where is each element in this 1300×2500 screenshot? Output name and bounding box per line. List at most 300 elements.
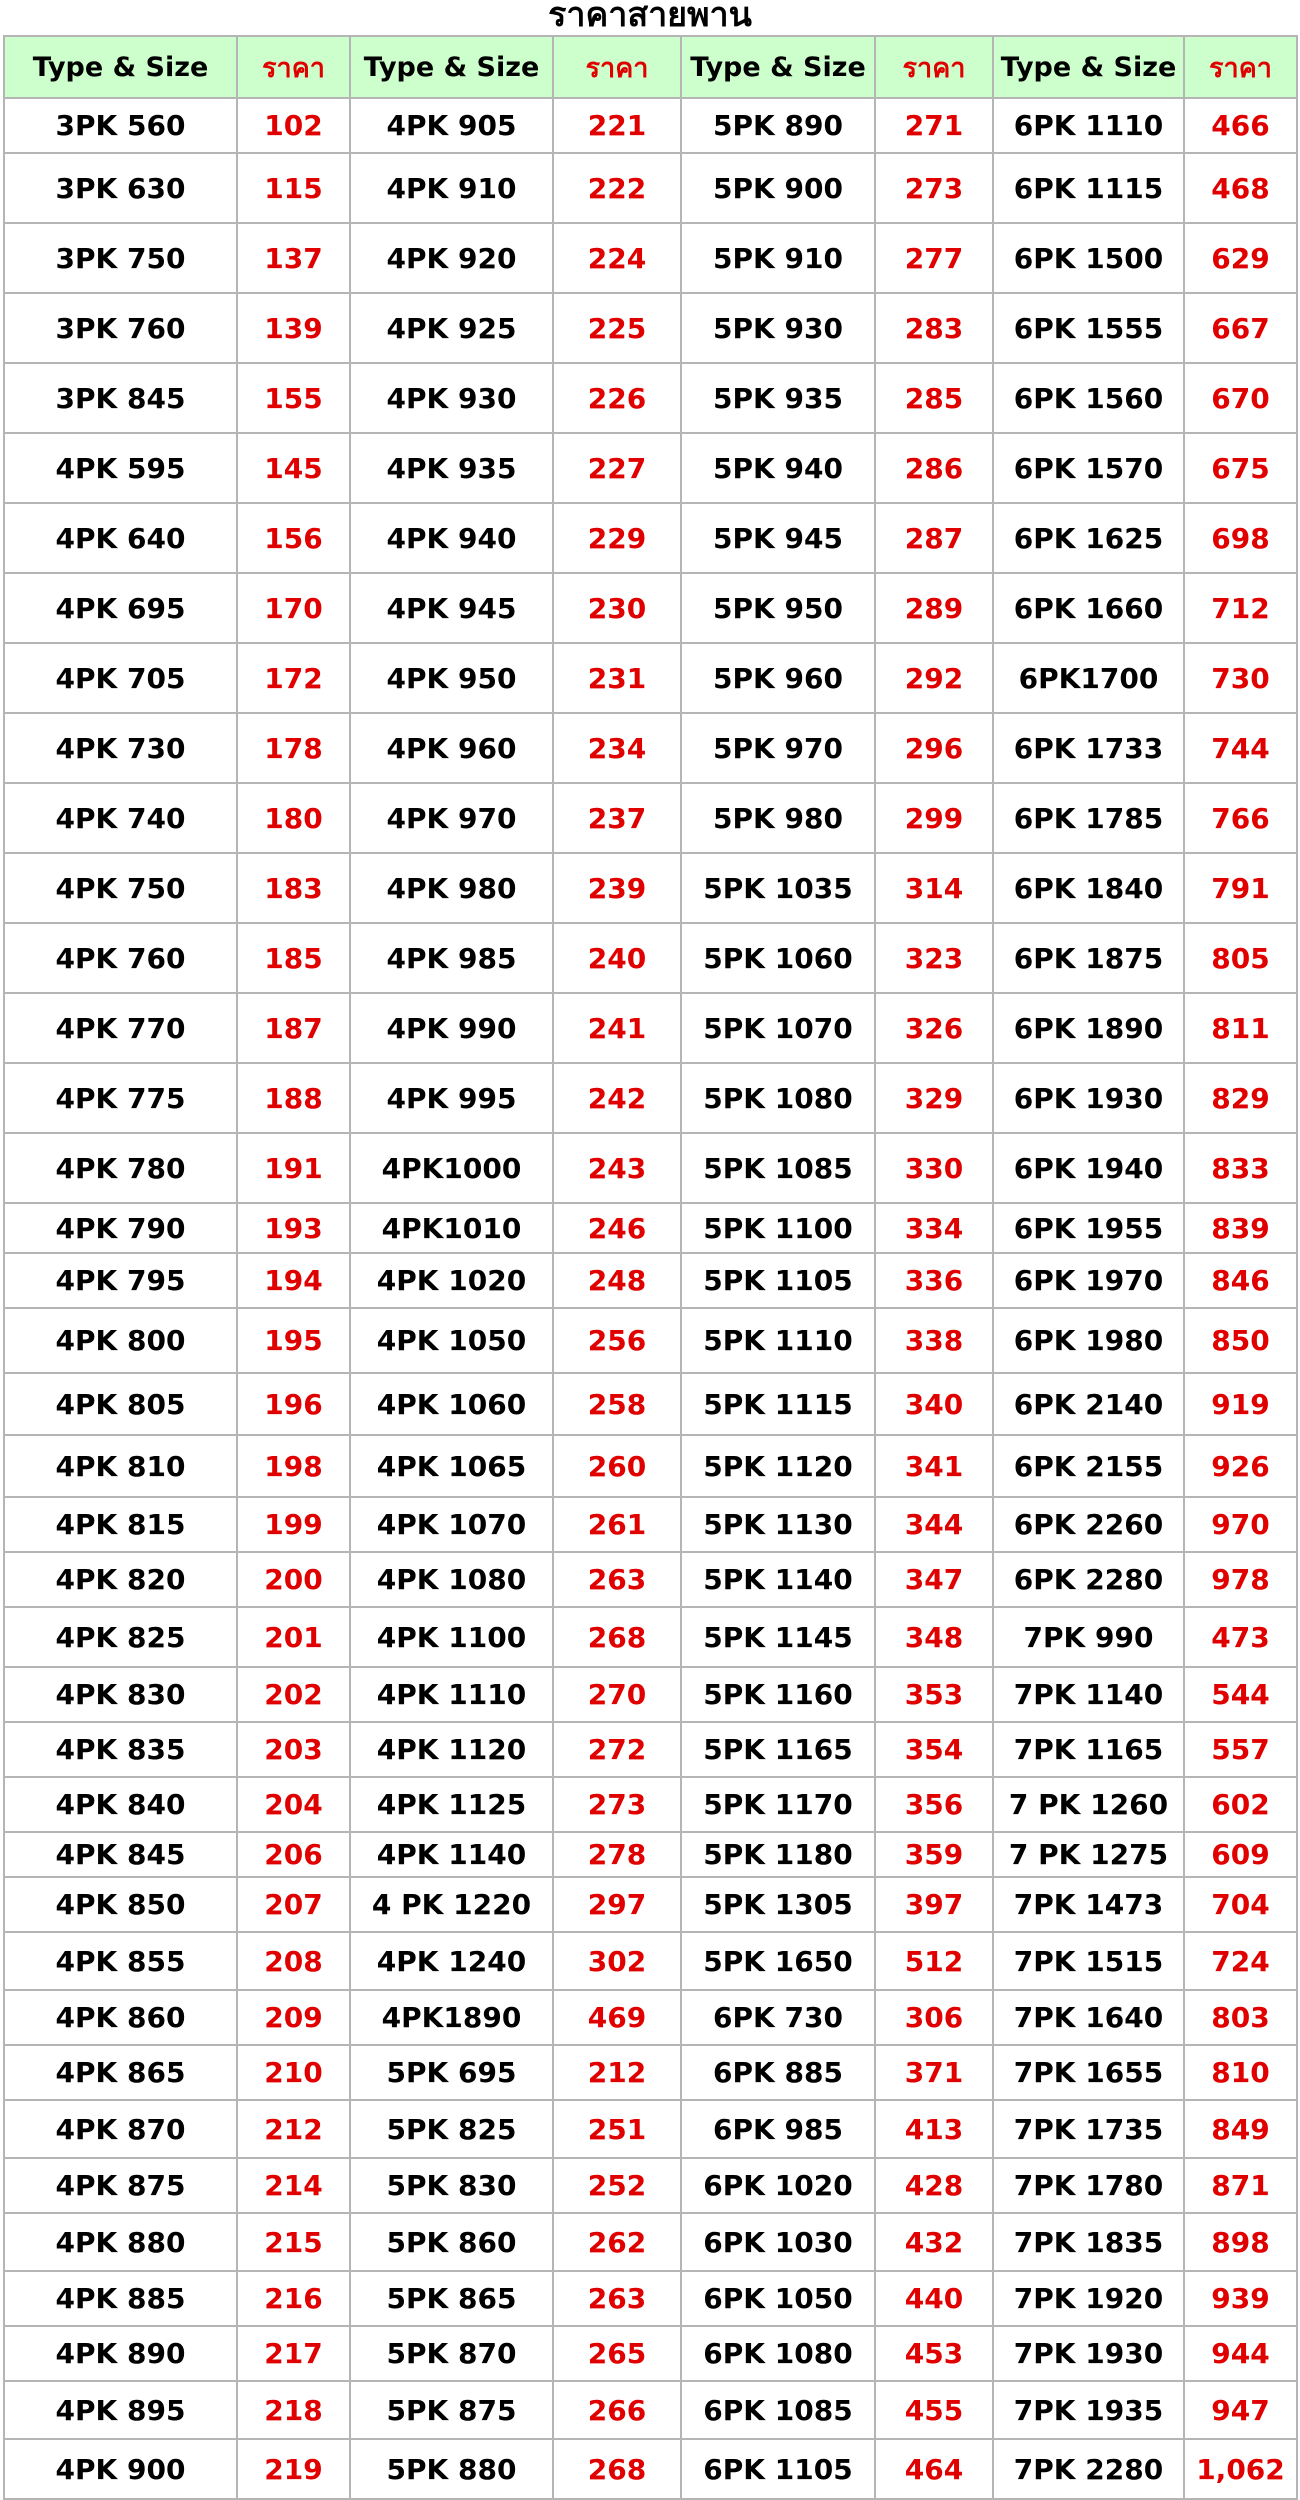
- table-row: [4, 2045, 1297, 2100]
- type-size-cell: 4PK 820: [4, 1552, 237, 1607]
- type-size-cell: 4PK 760: [4, 923, 237, 993]
- table-row: [4, 1308, 1297, 1373]
- price-cell: 195: [237, 1308, 350, 1373]
- price-cell: 698: [1184, 503, 1297, 573]
- type-size-cell: 5PK 1650: [681, 1932, 875, 1990]
- price-cell: 712: [1184, 573, 1297, 643]
- price-cell: 371: [875, 2045, 993, 2100]
- type-size-cell: 4PK 910: [350, 153, 553, 223]
- price-cell: 256: [553, 1308, 681, 1373]
- type-size-cell: 4PK 860: [4, 1990, 237, 2045]
- header-type-size: Type & Size: [4, 36, 237, 98]
- price-cell: 724: [1184, 1932, 1297, 1990]
- type-size-cell: 5PK 980: [681, 783, 875, 853]
- price-cell: 810: [1184, 2045, 1297, 2100]
- type-size-cell: 6PK 1560: [993, 363, 1184, 433]
- type-size-cell: 7PK 1473: [993, 1877, 1184, 1932]
- price-cell: 469: [553, 1990, 681, 2045]
- price-cell: 453: [875, 2326, 993, 2381]
- price-cell: 237: [553, 783, 681, 853]
- price-cell: 263: [553, 2271, 681, 2326]
- type-size-cell: 4PK 990: [350, 993, 553, 1063]
- price-cell: 272: [553, 1722, 681, 1777]
- type-size-cell: 4PK 970: [350, 783, 553, 853]
- table-row: [4, 1932, 1297, 1990]
- type-size-cell: 6PK 1955: [993, 1203, 1184, 1253]
- price-cell: 766: [1184, 783, 1297, 853]
- price-cell: 229: [553, 503, 681, 573]
- type-size-cell: 4 PK 1220: [350, 1877, 553, 1932]
- price-cell: 231: [553, 643, 681, 713]
- price-cell: 544: [1184, 1667, 1297, 1722]
- type-size-cell: 6PK 1555: [993, 293, 1184, 363]
- price-cell: 202: [237, 1667, 350, 1722]
- price-cell: 246: [553, 1203, 681, 1253]
- price-cell: 557: [1184, 1722, 1297, 1777]
- type-size-cell: 6PK 1875: [993, 923, 1184, 993]
- price-cell: 970: [1184, 1497, 1297, 1552]
- price-cell: 208: [237, 1932, 350, 1990]
- price-cell: 359: [875, 1832, 993, 1877]
- price-cell: 262: [553, 2213, 681, 2271]
- type-size-cell: 4PK 780: [4, 1133, 237, 1203]
- price-cell: 348: [875, 1607, 993, 1667]
- price-cell: 261: [553, 1497, 681, 1552]
- type-size-cell: 5PK 1100: [681, 1203, 875, 1253]
- price-cell: 156: [237, 503, 350, 573]
- type-size-cell: 4PK 640: [4, 503, 237, 573]
- price-cell: 473: [1184, 1607, 1297, 1667]
- table-row: [4, 153, 1297, 223]
- price-cell: 292: [875, 643, 993, 713]
- price-cell: 286: [875, 433, 993, 503]
- type-size-cell: 5PK 1180: [681, 1832, 875, 1877]
- type-size-cell: 5PK 1115: [681, 1373, 875, 1435]
- price-cell: 277: [875, 223, 993, 293]
- type-size-cell: 7PK 1780: [993, 2158, 1184, 2213]
- type-size-cell: 4PK 775: [4, 1063, 237, 1133]
- price-cell: 602: [1184, 1777, 1297, 1832]
- price-cell: 188: [237, 1063, 350, 1133]
- price-cell: 667: [1184, 293, 1297, 363]
- price-cell: 200: [237, 1552, 350, 1607]
- type-size-cell: 4PK 935: [350, 433, 553, 503]
- price-cell: 296: [875, 713, 993, 783]
- type-size-cell: 5PK 1105: [681, 1253, 875, 1308]
- type-size-cell: 6PK 1050: [681, 2271, 875, 2326]
- price-cell: 413: [875, 2100, 993, 2158]
- price-cell: 1,062: [1184, 2439, 1297, 2499]
- type-size-cell: 4PK 730: [4, 713, 237, 783]
- table-row: [4, 1497, 1297, 1552]
- type-size-cell: 6PK 1940: [993, 1133, 1184, 1203]
- type-size-cell: 7PK 1640: [993, 1990, 1184, 2045]
- type-size-cell: 7PK 1930: [993, 2326, 1184, 2381]
- type-size-cell: 3PK 750: [4, 223, 237, 293]
- type-size-cell: 5PK 1035: [681, 853, 875, 923]
- type-size-cell: 4PK 895: [4, 2381, 237, 2439]
- table-row: [4, 1133, 1297, 1203]
- type-size-cell: 6PK 1110: [993, 98, 1184, 153]
- type-size-cell: 5PK 900: [681, 153, 875, 223]
- price-cell: 811: [1184, 993, 1297, 1063]
- type-size-cell: 4PK 740: [4, 783, 237, 853]
- type-size-cell: 6PK 730: [681, 1990, 875, 2045]
- table-row: [4, 713, 1297, 783]
- price-cell: 206: [237, 1832, 350, 1877]
- table-row: [4, 993, 1297, 1063]
- table-body: [4, 98, 1297, 2499]
- price-cell: 201: [237, 1607, 350, 1667]
- price-cell: 270: [553, 1667, 681, 1722]
- header-price: ราคา: [1184, 36, 1297, 98]
- price-cell: 102: [237, 98, 350, 153]
- price-cell: 214: [237, 2158, 350, 2213]
- page-title: ราคาสายพาน: [548, 0, 752, 35]
- type-size-cell: 5PK 830: [350, 2158, 553, 2213]
- table-row: [4, 923, 1297, 993]
- type-size-cell: 4PK 880: [4, 2213, 237, 2271]
- type-size-cell: 4PK 885: [4, 2271, 237, 2326]
- price-cell: 226: [553, 363, 681, 433]
- price-cell: 212: [237, 2100, 350, 2158]
- price-cell: 224: [553, 223, 681, 293]
- price-cell: 180: [237, 783, 350, 853]
- price-cell: 512: [875, 1932, 993, 1990]
- type-size-cell: 4PK 810: [4, 1435, 237, 1497]
- price-cell: 926: [1184, 1435, 1297, 1497]
- type-size-cell: 5PK 940: [681, 433, 875, 503]
- type-size-cell: 5PK 875: [350, 2381, 553, 2439]
- type-size-cell: 4PK 905: [350, 98, 553, 153]
- price-cell: 115: [237, 153, 350, 223]
- price-cell: 299: [875, 783, 993, 853]
- price-cell: 240: [553, 923, 681, 993]
- type-size-cell: 7 PK 1260: [993, 1777, 1184, 1832]
- price-cell: 704: [1184, 1877, 1297, 1932]
- price-cell: 199: [237, 1497, 350, 1552]
- price-cell: 234: [553, 713, 681, 783]
- type-size-cell: 5PK 695: [350, 2045, 553, 2100]
- type-size-cell: 5PK 1165: [681, 1722, 875, 1777]
- price-cell: 242: [553, 1063, 681, 1133]
- table-row: [4, 2271, 1297, 2326]
- type-size-cell: 5PK 1145: [681, 1607, 875, 1667]
- price-cell: 187: [237, 993, 350, 1063]
- table-row: [4, 2100, 1297, 2158]
- price-cell: 230: [553, 573, 681, 643]
- type-size-cell: 4PK 835: [4, 1722, 237, 1777]
- type-size-cell: 3PK 630: [4, 153, 237, 223]
- price-cell: 803: [1184, 1990, 1297, 2045]
- price-cell: 139: [237, 293, 350, 363]
- type-size-cell: 4PK 980: [350, 853, 553, 923]
- type-size-cell: 6PK 2155: [993, 1435, 1184, 1497]
- price-cell: 356: [875, 1777, 993, 1832]
- header-price: ราคา: [553, 36, 681, 98]
- price-cell: 241: [553, 993, 681, 1063]
- price-cell: 397: [875, 1877, 993, 1932]
- table-row: [4, 1832, 1297, 1877]
- price-cell: 898: [1184, 2213, 1297, 2271]
- type-size-cell: 6PK 1115: [993, 153, 1184, 223]
- price-cell: 185: [237, 923, 350, 993]
- type-size-cell: 4PK 960: [350, 713, 553, 783]
- type-size-cell: 4PK 840: [4, 1777, 237, 1832]
- table-row: [4, 1373, 1297, 1435]
- type-size-cell: 4PK 870: [4, 2100, 237, 2158]
- type-size-cell: 4PK 1120: [350, 1722, 553, 1777]
- type-size-cell: 5PK 1060: [681, 923, 875, 993]
- header-type-size: Type & Size: [681, 36, 875, 98]
- price-cell: 227: [553, 433, 681, 503]
- type-size-cell: 7PK 1140: [993, 1667, 1184, 1722]
- price-cell: 341: [875, 1435, 993, 1497]
- table-row: [4, 1552, 1297, 1607]
- type-size-cell: 4PK 890: [4, 2326, 237, 2381]
- price-cell: 217: [237, 2326, 350, 2381]
- table-row: [4, 783, 1297, 853]
- price-cell: 209: [237, 1990, 350, 2045]
- type-size-cell: 4PK 790: [4, 1203, 237, 1253]
- type-size-cell: 4PK 795: [4, 1253, 237, 1308]
- price-cell: 221: [553, 98, 681, 153]
- price-cell: 730: [1184, 643, 1297, 713]
- header-row: [4, 36, 1297, 98]
- type-size-cell: 6PK 1105: [681, 2439, 875, 2499]
- type-size-cell: 5PK 945: [681, 503, 875, 573]
- type-size-cell: 4PK1000: [350, 1133, 553, 1203]
- price-cell: 194: [237, 1253, 350, 1308]
- type-size-cell: 3PK 845: [4, 363, 237, 433]
- price-cell: 219: [237, 2439, 350, 2499]
- type-size-cell: 4PK 1070: [350, 1497, 553, 1552]
- type-size-cell: 5PK 1120: [681, 1435, 875, 1497]
- type-size-cell: 4PK 800: [4, 1308, 237, 1373]
- type-size-cell: 4PK 875: [4, 2158, 237, 2213]
- price-cell: 268: [553, 2439, 681, 2499]
- header-price: ราคา: [875, 36, 993, 98]
- type-size-cell: 5PK 1305: [681, 1877, 875, 1932]
- price-cell: 466: [1184, 98, 1297, 153]
- type-size-cell: 4PK 1100: [350, 1607, 553, 1667]
- price-cell: 464: [875, 2439, 993, 2499]
- table-row: [4, 1877, 1297, 1932]
- type-size-cell: 6PK 1080: [681, 2326, 875, 2381]
- table-row: [4, 1435, 1297, 1497]
- price-cell: 271: [875, 98, 993, 153]
- type-size-cell: 4PK 770: [4, 993, 237, 1063]
- type-size-cell: 4PK 930: [350, 363, 553, 433]
- price-cell: 944: [1184, 2326, 1297, 2381]
- price-cell: 432: [875, 2213, 993, 2271]
- type-size-cell: 4PK 1050: [350, 1308, 553, 1373]
- price-cell: 172: [237, 643, 350, 713]
- type-size-cell: 4PK1010: [350, 1203, 553, 1253]
- type-size-cell: 5PK 960: [681, 643, 875, 713]
- price-cell: 791: [1184, 853, 1297, 923]
- price-cell: 939: [1184, 2271, 1297, 2326]
- price-cell: 846: [1184, 1253, 1297, 1308]
- price-cell: 440: [875, 2271, 993, 2326]
- type-size-cell: 4PK 825: [4, 1607, 237, 1667]
- type-size-cell: 6PK 1660: [993, 573, 1184, 643]
- price-cell: 849: [1184, 2100, 1297, 2158]
- type-size-cell: 4PK 830: [4, 1667, 237, 1722]
- type-size-cell: 7PK 1655: [993, 2045, 1184, 2100]
- price-cell: 805: [1184, 923, 1297, 993]
- price-cell: 947: [1184, 2381, 1297, 2439]
- table-row: [4, 293, 1297, 363]
- type-size-cell: 7 PK 1275: [993, 1832, 1184, 1877]
- type-size-cell: 3PK 760: [4, 293, 237, 363]
- price-cell: 265: [553, 2326, 681, 2381]
- price-cell: 273: [875, 153, 993, 223]
- price-cell: 225: [553, 293, 681, 363]
- type-size-cell: 6PK 1840: [993, 853, 1184, 923]
- type-size-cell: 6PK 1890: [993, 993, 1184, 1063]
- price-cell: 314: [875, 853, 993, 923]
- price-cell: 330: [875, 1133, 993, 1203]
- type-size-cell: 6PK 1570: [993, 433, 1184, 503]
- type-size-cell: 5PK 1080: [681, 1063, 875, 1133]
- price-cell: 183: [237, 853, 350, 923]
- price-cell: 338: [875, 1308, 993, 1373]
- type-size-cell: 7PK 990: [993, 1607, 1184, 1667]
- price-cell: 334: [875, 1203, 993, 1253]
- type-size-cell: 5PK 1085: [681, 1133, 875, 1203]
- type-size-cell: 6PK 1930: [993, 1063, 1184, 1133]
- type-size-cell: 5PK 1170: [681, 1777, 875, 1832]
- table-row: [4, 98, 1297, 153]
- price-cell: 258: [553, 1373, 681, 1435]
- table-row: [4, 853, 1297, 923]
- price-cell: 839: [1184, 1203, 1297, 1253]
- type-size-cell: 4PK1890: [350, 1990, 553, 2045]
- price-cell: 326: [875, 993, 993, 1063]
- table-row: [4, 1063, 1297, 1133]
- price-cell: 203: [237, 1722, 350, 1777]
- type-size-cell: 4PK 815: [4, 1497, 237, 1552]
- table-row: [4, 503, 1297, 573]
- price-cell: 145: [237, 433, 350, 503]
- type-size-cell: 4PK 995: [350, 1063, 553, 1133]
- price-cell: 283: [875, 293, 993, 363]
- price-cell: 252: [553, 2158, 681, 2213]
- type-size-cell: 4PK 925: [350, 293, 553, 363]
- type-size-cell: 4PK 1110: [350, 1667, 553, 1722]
- type-size-cell: 5PK 890: [681, 98, 875, 153]
- type-size-cell: 7PK 1935: [993, 2381, 1184, 2439]
- price-cell: 191: [237, 1133, 350, 1203]
- type-size-cell: 4PK 845: [4, 1832, 237, 1877]
- price-cell: 248: [553, 1253, 681, 1308]
- price-cell: 919: [1184, 1373, 1297, 1435]
- type-size-cell: 4PK 855: [4, 1932, 237, 1990]
- type-size-cell: 5PK 1130: [681, 1497, 875, 1552]
- type-size-cell: 4PK 805: [4, 1373, 237, 1435]
- price-cell: 302: [553, 1932, 681, 1990]
- type-size-cell: 7PK 1920: [993, 2271, 1184, 2326]
- type-size-cell: 6PK 1625: [993, 503, 1184, 573]
- type-size-cell: 5PK 950: [681, 573, 875, 643]
- type-size-cell: 4PK 865: [4, 2045, 237, 2100]
- type-size-cell: 7PK 2280: [993, 2439, 1184, 2499]
- type-size-cell: 5PK 880: [350, 2439, 553, 2499]
- price-cell: 297: [553, 1877, 681, 1932]
- table-row: [4, 2326, 1297, 2381]
- type-size-cell: 5PK 1140: [681, 1552, 875, 1607]
- price-cell: 629: [1184, 223, 1297, 293]
- price-cell: 829: [1184, 1063, 1297, 1133]
- type-size-cell: 6PK 1970: [993, 1253, 1184, 1308]
- type-size-cell: 6PK 1785: [993, 783, 1184, 853]
- price-cell: 978: [1184, 1552, 1297, 1607]
- price-cell: 340: [875, 1373, 993, 1435]
- type-size-cell: 4PK 1020: [350, 1253, 553, 1308]
- type-size-cell: 6PK 985: [681, 2100, 875, 2158]
- type-size-cell: 5PK 870: [350, 2326, 553, 2381]
- price-cell: 178: [237, 713, 350, 783]
- price-cell: 609: [1184, 1832, 1297, 1877]
- table-row: [4, 433, 1297, 503]
- price-cell: 260: [553, 1435, 681, 1497]
- price-cell: 212: [553, 2045, 681, 2100]
- type-size-cell: 6PK1700: [993, 643, 1184, 713]
- table-row: [4, 643, 1297, 713]
- price-cell: 278: [553, 1832, 681, 1877]
- type-size-cell: 6PK 1020: [681, 2158, 875, 2213]
- table-row: [4, 2213, 1297, 2271]
- type-size-cell: 6PK 1085: [681, 2381, 875, 2439]
- table-row: [4, 1203, 1297, 1253]
- price-cell: 670: [1184, 363, 1297, 433]
- type-size-cell: 6PK 1733: [993, 713, 1184, 783]
- price-cell: 323: [875, 923, 993, 993]
- type-size-cell: 6PK 2260: [993, 1497, 1184, 1552]
- type-size-cell: 7PK 1735: [993, 2100, 1184, 2158]
- price-cell: 744: [1184, 713, 1297, 783]
- table-row: [4, 1722, 1297, 1777]
- type-size-cell: 4PK 940: [350, 503, 553, 573]
- header-price: ราคา: [237, 36, 350, 98]
- price-cell: 289: [875, 573, 993, 643]
- price-cell: 198: [237, 1435, 350, 1497]
- type-size-cell: 4PK 705: [4, 643, 237, 713]
- price-cell: 155: [237, 363, 350, 433]
- type-size-cell: 4PK 900: [4, 2439, 237, 2499]
- price-cell: 137: [237, 223, 350, 293]
- type-size-cell: 7PK 1165: [993, 1722, 1184, 1777]
- table-row: [4, 363, 1297, 433]
- price-cell: 871: [1184, 2158, 1297, 2213]
- type-size-cell: 5PK 935: [681, 363, 875, 433]
- type-size-cell: 4PK 595: [4, 433, 237, 503]
- type-size-cell: 4PK 695: [4, 573, 237, 643]
- price-cell: 336: [875, 1253, 993, 1308]
- price-cell: 285: [875, 363, 993, 433]
- price-cell: 204: [237, 1777, 350, 1832]
- table-row: [4, 2381, 1297, 2439]
- price-cell: 428: [875, 2158, 993, 2213]
- price-cell: 222: [553, 153, 681, 223]
- type-size-cell: 6PK 2280: [993, 1552, 1184, 1607]
- type-size-cell: 5PK 970: [681, 713, 875, 783]
- price-cell: 210: [237, 2045, 350, 2100]
- price-cell: 347: [875, 1552, 993, 1607]
- type-size-cell: 6PK 1980: [993, 1308, 1184, 1373]
- price-cell: 287: [875, 503, 993, 573]
